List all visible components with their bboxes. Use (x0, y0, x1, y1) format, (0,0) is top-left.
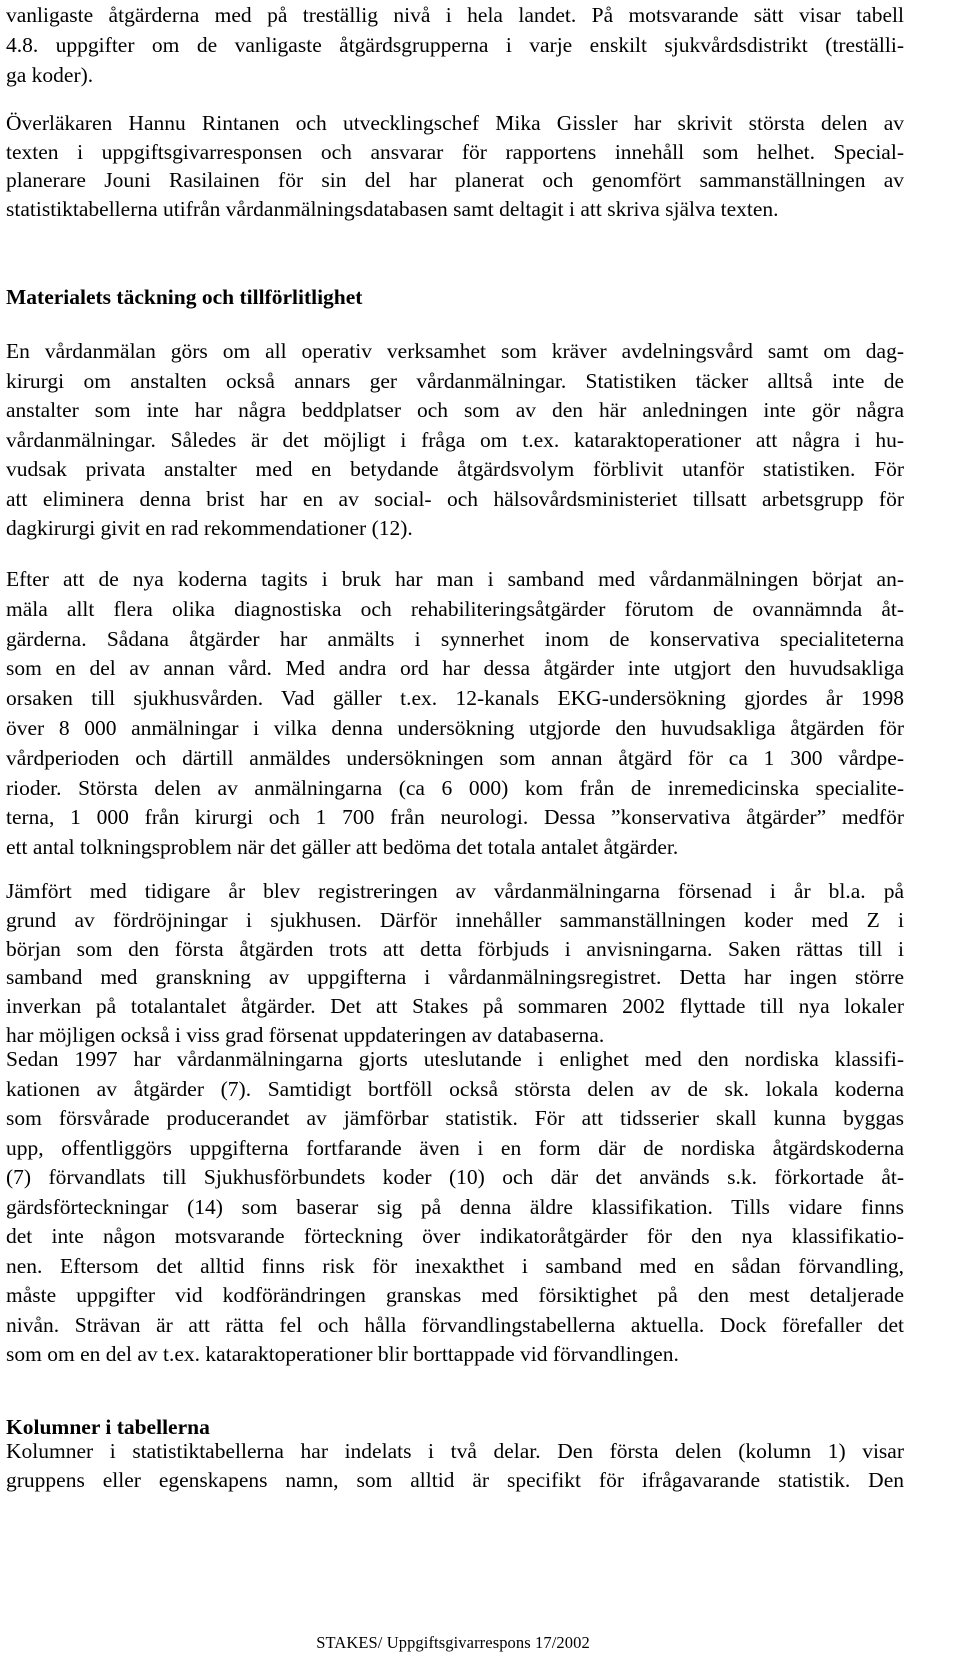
paragraph-line: anstalter som inte har några beddplatser och som av den här anledningen inte gör några (6, 398, 904, 422)
paragraph-line: som en del av annan vård. Med andra ord har dessa åtgärder inte utgjort den huvudsakliga (6, 656, 904, 681)
paragraph-line: kirurgi om anstalten också annars ger vårdanmälningar. Statistiken täcker alltså inte de (6, 368, 904, 393)
paragraph-line: (7) förvandlats till Sjukhusförbundets koder (10) och där det används s.k. förkortade åt- (6, 1165, 904, 1189)
paragraph-line: att eliminera denna brist har en av social- och hälsovårdsministeriet tillsatt arbetsgrupp för (6, 486, 904, 511)
paragraph-line: samband med granskning av uppgifterna i vårdanmälningsregistret. Detta har ingen större (6, 965, 904, 990)
paragraph-line: ett antal tolkningsproblem när det gäller att bedöma det totala antalet åtgärder. (6, 835, 679, 860)
paragraph-line: statistiktabellerna utifrån vårdanmälningsdatabasen samt deltagit i att skriva själva texten. (6, 197, 779, 222)
paragraph-line: kationen av åtgärder (7). Samtidigt bortföll också största delen av de sk. lokala koderna (6, 1076, 904, 1101)
paragraph-line: orsaken till sjukhusvården. Vad gäller t.ex. 12-kanals EKG-undersökning gjordes år 1998 (6, 686, 904, 711)
paragraph-line: nen. Eftersom det alltid finns risk för inexakthet i samband med en sådan förvandling, (6, 1253, 904, 1278)
paragraph-line: upp, offentliggörs uppgifterna fortfarande även i en form där de nordiska åtgärdskoderna (6, 1135, 904, 1160)
page-footer: STAKES/ Uppgiftsgivarrespons 17/2002 (316, 1633, 590, 1652)
section-heading: Kolumner i tabellerna (6, 1415, 210, 1439)
paragraph-line: 4.8. uppgifter om de vanligaste åtgärdsgrupperna i varje enskilt sjukvårdsdistrikt (treställi- (6, 33, 904, 57)
paragraph-line: Jämfört med tidigare år blev registreringen av vårdanmälningarna försenad i år bl.a. på (6, 879, 904, 903)
paragraph-line: Kolumner i statistiktabellerna har indelats i två delar. Den första delen (kolumn 1) visar (6, 1439, 904, 1463)
paragraph-line: måste uppgifter vid kodförändringen granskas med försiktighet på den mest detaljerade (6, 1283, 904, 1307)
paragraph-line: rioder. Största delen av anmälningarna (ca 6 000) kom från de inremedicinska specialite- (6, 775, 904, 800)
paragraph-line: Sedan 1997 har vårdanmälningarna gjorts uteslutande i enlighet med den nordiska klassifi- (6, 1047, 904, 1071)
paragraph-line: terna, 1 000 från kirurgi och 1 700 från neurologi. Dessa ”konservativa åtgärder” medför (6, 805, 904, 830)
paragraph-line: inverkan på totalantalet åtgärder. Det att Stakes på sommaren 2002 flyttade till nya lokaler (6, 994, 904, 1019)
paragraph-line: grund av fördröjningar i sjukhusen. Därför innehåller sammanställningen koder med Z i (6, 907, 904, 932)
paragraph-line: planerare Jouni Rasilainen för sin del har planerat och genomfört sammanställningen av (6, 168, 904, 193)
paragraph-line: gärdsförteckningar (14) som baserar sig på denna äldre klassifikation. Tills vidare finns (6, 1194, 904, 1219)
paragraph-line: dagkirurgi givit en rad rekommendationer (12). (6, 516, 413, 540)
paragraph-line: som om en del av t.ex. kataraktoperationer blir borttappade vid förvandlingen. (6, 1342, 679, 1366)
paragraph-line: gruppens eller egenskapens namn, som alltid är specifikt för ifrågavarande statistik. Den (6, 1468, 904, 1492)
paragraph-line: som försvårade producerandet av jämförbar statistik. För att tidsserier skall kunna byggas (6, 1106, 904, 1130)
paragraph-line: Efter att de nya koderna tagits i bruk har man i samband med vårdanmälningen börjat an- (6, 567, 904, 591)
paragraph-line: vudsak privata anstalter med en betydande åtgärdsvolym förblivit utanför statistiken. För (6, 457, 904, 481)
paragraph-line: En vårdanmälan görs om all operativ verksamhet som kräver avdelningsvård samt om dag- (6, 339, 904, 363)
paragraph-line: början som den första åtgärden trots att detta förbjuds i anvisningarna. Saken rättas till i (6, 936, 904, 961)
section-heading: Materialets täckning och tillförlitlighet (6, 285, 363, 309)
paragraph-line: gärderna. Sådana åtgärder har anmälts i synnerhet inom de konservativa specialiteterna (6, 626, 904, 651)
paragraph-line: mäla allt flera olika diagnostiska och rehabiliteringsåtgärder förutom de ovannämnda åt- (6, 596, 904, 621)
paragraph-line: nivån. Strävan är att rätta fel och hålla förvandlingstabellerna aktuella. Dock förefaller det (6, 1312, 904, 1337)
paragraph-line: texten i uppgiftsgivarresponsen och ansvarar för rapportens innehåll som helhet. Special- (6, 139, 904, 164)
paragraph-line: har möjligen också i viss grad försenat uppdateringen av databaserna. (6, 1023, 605, 1047)
paragraph-line: vårdperioden och därtill anmäldes undersökningen som annan åtgärd för ca 1 300 vårdpe- (6, 745, 904, 770)
paragraph-line: vanligaste åtgärderna med på treställig nivå i hela landet. På motsvarande sätt visar tabell (6, 3, 904, 27)
paragraph-line: ga koder). (6, 63, 94, 87)
paragraph-line: det inte någon motsvarande förteckning över indikatoråtgärder för den nya klassifikatio- (6, 1224, 904, 1248)
paragraph-line: vårdanmälningar. Således är det möjligt i fråga om t.ex. kataraktoperationer att några i hu- (6, 427, 904, 452)
paragraph-line: Överläkaren Hannu Rintanen och utvecklingschef Mika Gissler har skrivit största delen av (6, 111, 904, 135)
paragraph-line: över 8 000 anmälningar i vilka denna undersökning utgjorde den huvudsakliga åtgärden för (6, 716, 904, 740)
